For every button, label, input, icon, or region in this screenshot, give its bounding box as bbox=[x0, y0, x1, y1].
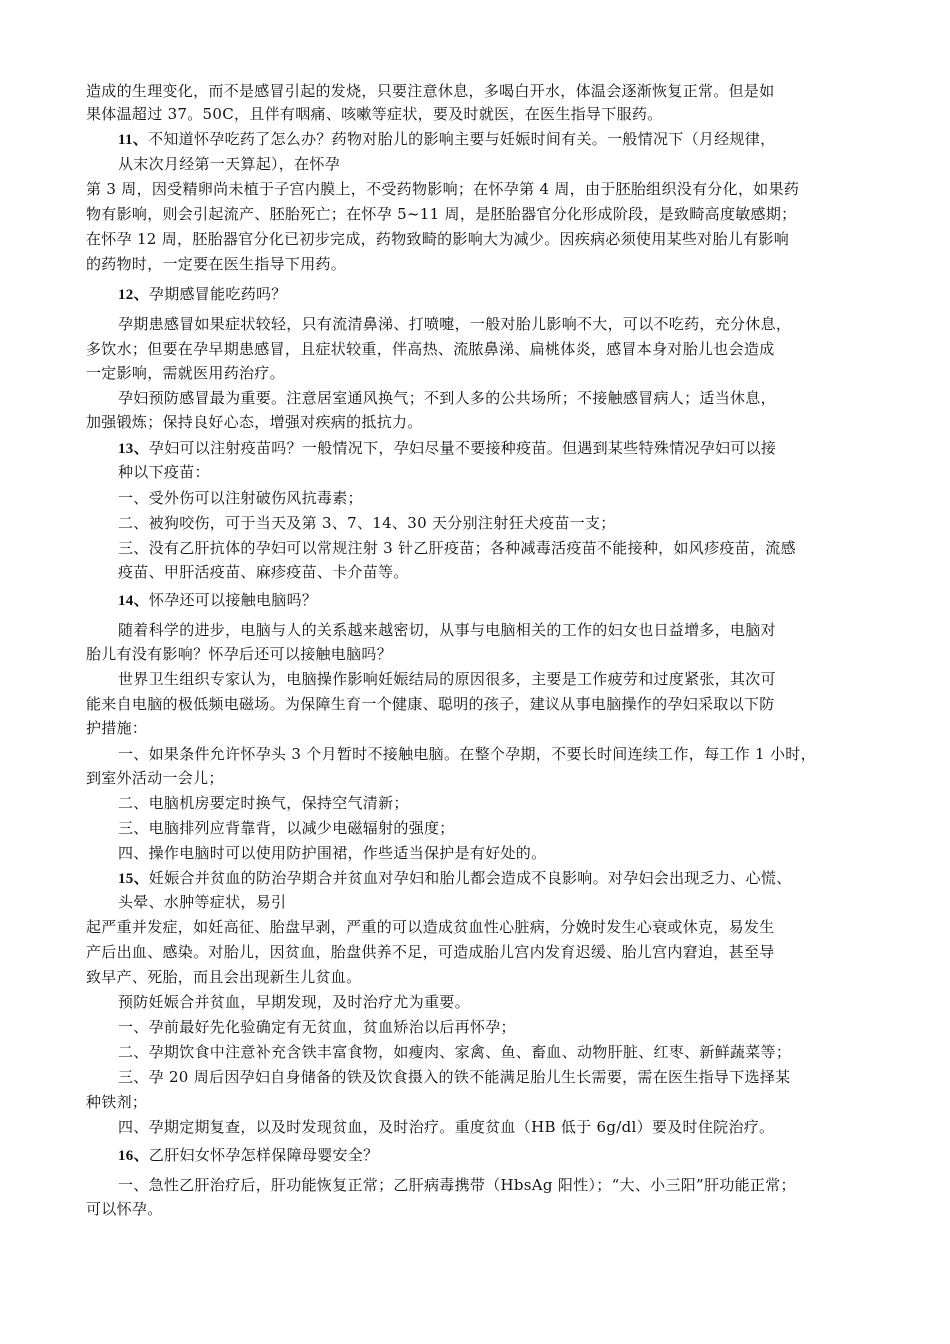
section-number: 14、 bbox=[118, 593, 149, 609]
list-item: 二、孕期饮食中注意补充含铁丰富食物，如瘦肉、家禽、鱼、畜血、动物肝脏、红枣、新鲜蔬菜等； bbox=[118, 1043, 792, 1061]
heading-line bbox=[118, 437, 776, 460]
body-line: 第 3 周，因受精卵尚未植于子宫内膜上，不受药物影响；在怀孕第 4 周，由于胚胎组织没有分化，如果药 bbox=[86, 180, 800, 198]
body-line: 的药物时，一定要在医生指导下用药。 bbox=[86, 255, 347, 273]
heading-line bbox=[118, 589, 317, 612]
heading-line bbox=[118, 867, 792, 890]
body-line: 世界卫生组织专家认为，电脑操作影响妊娠结局的原因很多，主要是工作疲劳和过度紧张，其次可 bbox=[118, 670, 776, 688]
section-number: 12、 bbox=[118, 287, 149, 303]
heading-text: 孕妇可以注射疫苗吗？一般情况下，孕妇尽量不要接种疫苗。但遇到某些特殊情况孕妇可以接 bbox=[148, 439, 777, 457]
body-line: 加强锻炼；保持良好心态，增强对疾病的抵抗力。 bbox=[86, 413, 423, 431]
body-line: 产后出血、感染。对胎儿，因贫血，胎盘供养不足，可造成胎儿宫内发育迟缓、胎儿宫内窘迫，甚至导 bbox=[86, 943, 775, 961]
body-line: 种以下疫苗： bbox=[118, 463, 210, 481]
list-item: 二、被狗咬伤，可于当天及第 3、7、14、30 天分别注射狂犬疫苗一支； bbox=[118, 514, 616, 532]
body-line: 从末次月经第一天算起），在怀孕 bbox=[118, 155, 341, 173]
list-item: 疫苗、甲肝活疫苗、麻疹疫苗、卡介苗等。 bbox=[118, 563, 409, 581]
heading-line bbox=[118, 128, 775, 151]
body-line: 造成的生理变化，而不是感冒引起的发烧，只要注意休息，多喝白开水，体温会逐渐恢复正常。但是如 bbox=[86, 82, 775, 100]
section-number: 15、 bbox=[118, 871, 149, 887]
body-line: 种铁剂； bbox=[86, 1093, 148, 1111]
heading-text: 乙肝妇女怀孕怎样保障母婴安全？ bbox=[148, 1146, 379, 1164]
list-item: 三、电脑排列应背靠背，以减少电磁辐射的强度； bbox=[118, 819, 455, 837]
heading-line bbox=[118, 283, 287, 306]
list-item: 一、孕前最好先化验确定有无贫血，贫血矫治以后再怀孕； bbox=[118, 1018, 516, 1036]
heading-text: 不知道怀孕吃药了怎么办？药物对胎儿的影响主要与妊娠时间有关。一般情况下（月经规律， bbox=[148, 130, 776, 148]
list-item: 一、如果条件允许怀孕头 3 个月暂时不接触电脑。在整个孕期，不要长时间连续工作，每工作 1 小时， bbox=[118, 745, 816, 763]
body-line: 预防妊娠合并贫血，早期发现，及时治疗尤为重要。 bbox=[118, 993, 470, 1011]
section-number: 16、 bbox=[118, 1148, 149, 1164]
body-line: 可以怀孕。 bbox=[86, 1200, 163, 1218]
list-item: 一、受外伤可以注射破伤风抗毒素； bbox=[118, 489, 363, 507]
body-line: 物有影响，则会引起流产、胚胎死亡；在怀孕 5~11 周，是胚胎器官分化形成阶段，是致畸高度敏感期； bbox=[86, 205, 797, 223]
body-line: 头晕、水肿等症状，易引 bbox=[118, 893, 287, 911]
list-item: 四、孕期定期复查，以及时发现贫血，及时治疗。重度贫血（HB 低于 6g/dl）要及时住院治疗。 bbox=[118, 1118, 775, 1136]
list-item: 三、孕 20 周后因孕妇自身储备的铁及饮食摄入的铁不能满足胎儿生长需要，需在医生指导下选择某 bbox=[118, 1068, 791, 1086]
list-item: 二、电脑机房要定时换气，保持空气清新； bbox=[118, 794, 409, 812]
body-line: 起严重并发症，如妊高征、胎盘早剥，严重的可以造成贫血性心脏病，分娩时发生心衰或休克，易发生 bbox=[86, 918, 775, 936]
body-line: 胎儿有没有影响？怀孕后还可以接触电脑吗？ bbox=[86, 645, 393, 663]
body-line: 多饮水；但要在孕早期患感冒，且症状较重，伴高热、流脓鼻涕、扁桃体炎，感冒本身对胎儿也会造成 bbox=[86, 340, 775, 358]
body-line: 孕妇预防感冒最为重要。注意居室通风换气；不到人多的公共场所；不接触感冒病人；适当休息， bbox=[118, 389, 776, 407]
body-line: 到室外活动一会儿； bbox=[86, 769, 224, 787]
body-line: 能来自电脑的极低频电磁场。为保障生育一个健康、聪明的孩子，建议从事电脑操作的孕妇采取以下防 bbox=[86, 695, 775, 713]
list-item: 四、操作电脑时可以使用防护围裙，作些适当保护是有好处的。 bbox=[118, 844, 547, 862]
heading-text: 妊娠合并贫血的防治孕期合并贫血对孕妇和胎儿都会造成不良影响。对孕妇会出现乏力、心慌、 bbox=[148, 869, 792, 887]
body-line: 孕期患感冒如果症状较轻，只有流清鼻涕、打喷嚏，一般对胎儿影响不大，可以不吃药，充分休息， bbox=[118, 315, 792, 333]
body-line: 果体温超过 37。50C，且伴有咽痛、咳嗽等症状，要及时就医，在医生指导下服药。 bbox=[86, 105, 663, 123]
heading-text: 怀孕还可以接触电脑吗？ bbox=[148, 591, 318, 609]
body-line: 一定影响，需就医用药治疗。 bbox=[86, 364, 285, 382]
body-line: 致早产、死胎，而且会出现新生儿贫血。 bbox=[86, 968, 362, 986]
section-number: 11、 bbox=[118, 132, 149, 148]
list-item: 三、没有乙肝抗体的孕妇可以常规注射 3 针乙肝疫苗；各种减毒活疫苗不能接种，如风疹疫苗，流感 bbox=[118, 539, 796, 557]
section-number: 13、 bbox=[118, 441, 149, 457]
list-item: 一、急性乙肝治疗后，肝功能恢复正常；乙肝病毒携带（HbsAg 阳性）；“大、小三阳”肝功能正常； bbox=[118, 1176, 796, 1194]
body-line: 护措施： bbox=[86, 719, 148, 737]
body-line: 随着科学的进步，电脑与人的关系越来越密切，从事与电脑相关的工作的妇女也日益增多，电脑对 bbox=[118, 621, 776, 639]
heading-line bbox=[118, 1144, 378, 1167]
body-line: 在怀孕 12 周，胚胎器官分化已初步完成，药物致畸的影响大为减少。因疾病必须使用某些对胎儿有影响 bbox=[86, 230, 790, 248]
heading-text: 孕期感冒能吃药吗？ bbox=[148, 285, 287, 303]
